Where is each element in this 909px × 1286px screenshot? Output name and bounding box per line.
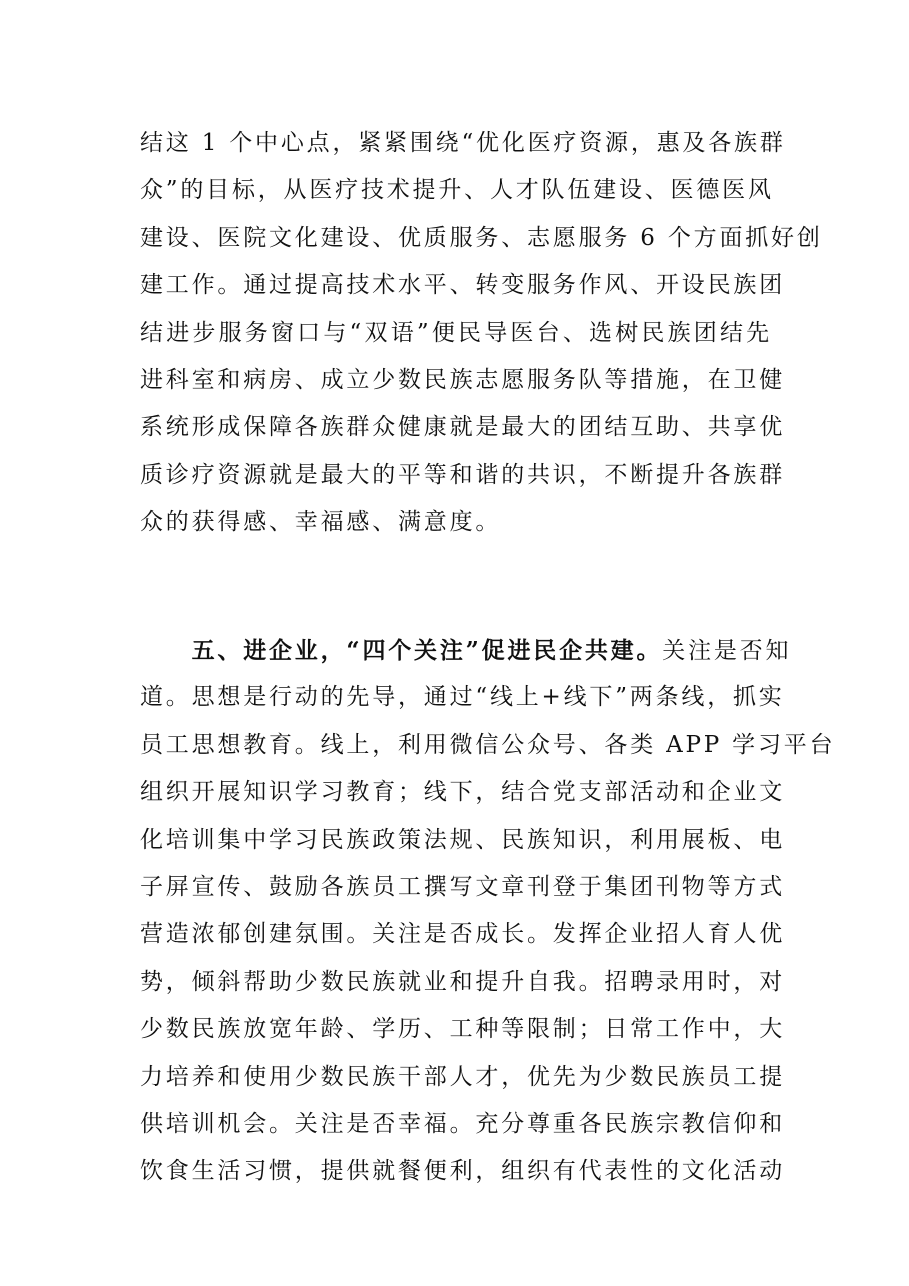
text-line: 道。思想是行动的先导，通过“线上+线下”两条线，抓实 <box>140 684 785 711</box>
text-line: 结这 1 个中心点，紧紧围绕“优化医疗资源，惠及各族群 <box>140 130 786 156</box>
text-line: 化培训集中学习民族政策法规、民族知识，利用展板、电 <box>140 826 785 853</box>
heading-line-rest: 关注是否知 <box>662 638 792 664</box>
text-line: 力培养和使用少数民族干部人才，优先为少数民族员工提 <box>140 1063 785 1090</box>
text-line: 组织开展知识学习教育；线下，结合党支部活动和企业文 <box>140 779 785 806</box>
text-line: 建设、医院文化建设、优质服务、志愿服务 6 个方面抓好创 <box>140 224 823 251</box>
paragraph-section-five <box>140 627 836 1196</box>
text-line: 饮食生活习惯，提供就餐便利，组织有代表性的文化活动 <box>140 1158 785 1185</box>
text-line: 众的获得感、幸福感、满意度。 <box>140 509 502 536</box>
paragraph-section-four <box>140 120 823 547</box>
text-line: 系统形成保障各族群众健康就是最大的团结互助、共享优 <box>140 414 785 441</box>
text-line: 子屏宣传、鼓励各族员工撰写文章刊登于集团刊物等方式 <box>140 873 785 900</box>
text-line: 建工作。通过提高技术水平、转变服务作风、开设民族团 <box>140 272 785 299</box>
text-line: 势，倾斜帮助少数民族就业和提升自我。招聘录用时，对 <box>140 968 785 995</box>
section-heading: 五、进企业，“四个关注”促进民企共建。 <box>191 637 663 664</box>
text-line-with-heading <box>140 627 792 674</box>
text-line: 营造浓郁创建氛围。关注是否成长。发挥企业招人育人优 <box>140 921 785 948</box>
text-line: 众”的目标，从医疗技术提升、人才队伍建设、医德医风 <box>140 177 774 204</box>
text-line: 结进步服务窗口与“双语”便民导医台、选树民族团结先 <box>140 319 772 346</box>
text-line: 质诊疗资源就是最大的平等和谐的共识，不断提升各族群 <box>140 461 785 488</box>
text-line: 供培训机会。关注是否幸福。充分尊重各民族宗教信仰和 <box>140 1110 785 1137</box>
text-line: 员工思想教育。线上，利用微信公众号、各类 APP 学习平台 <box>140 731 836 758</box>
text-line: 进科室和病房、成立少数民族志愿服务队等措施，在卫健 <box>140 366 785 393</box>
text-line: 少数民族放宽年龄、学历、工种等限制；日常工作中，大 <box>140 1016 785 1043</box>
